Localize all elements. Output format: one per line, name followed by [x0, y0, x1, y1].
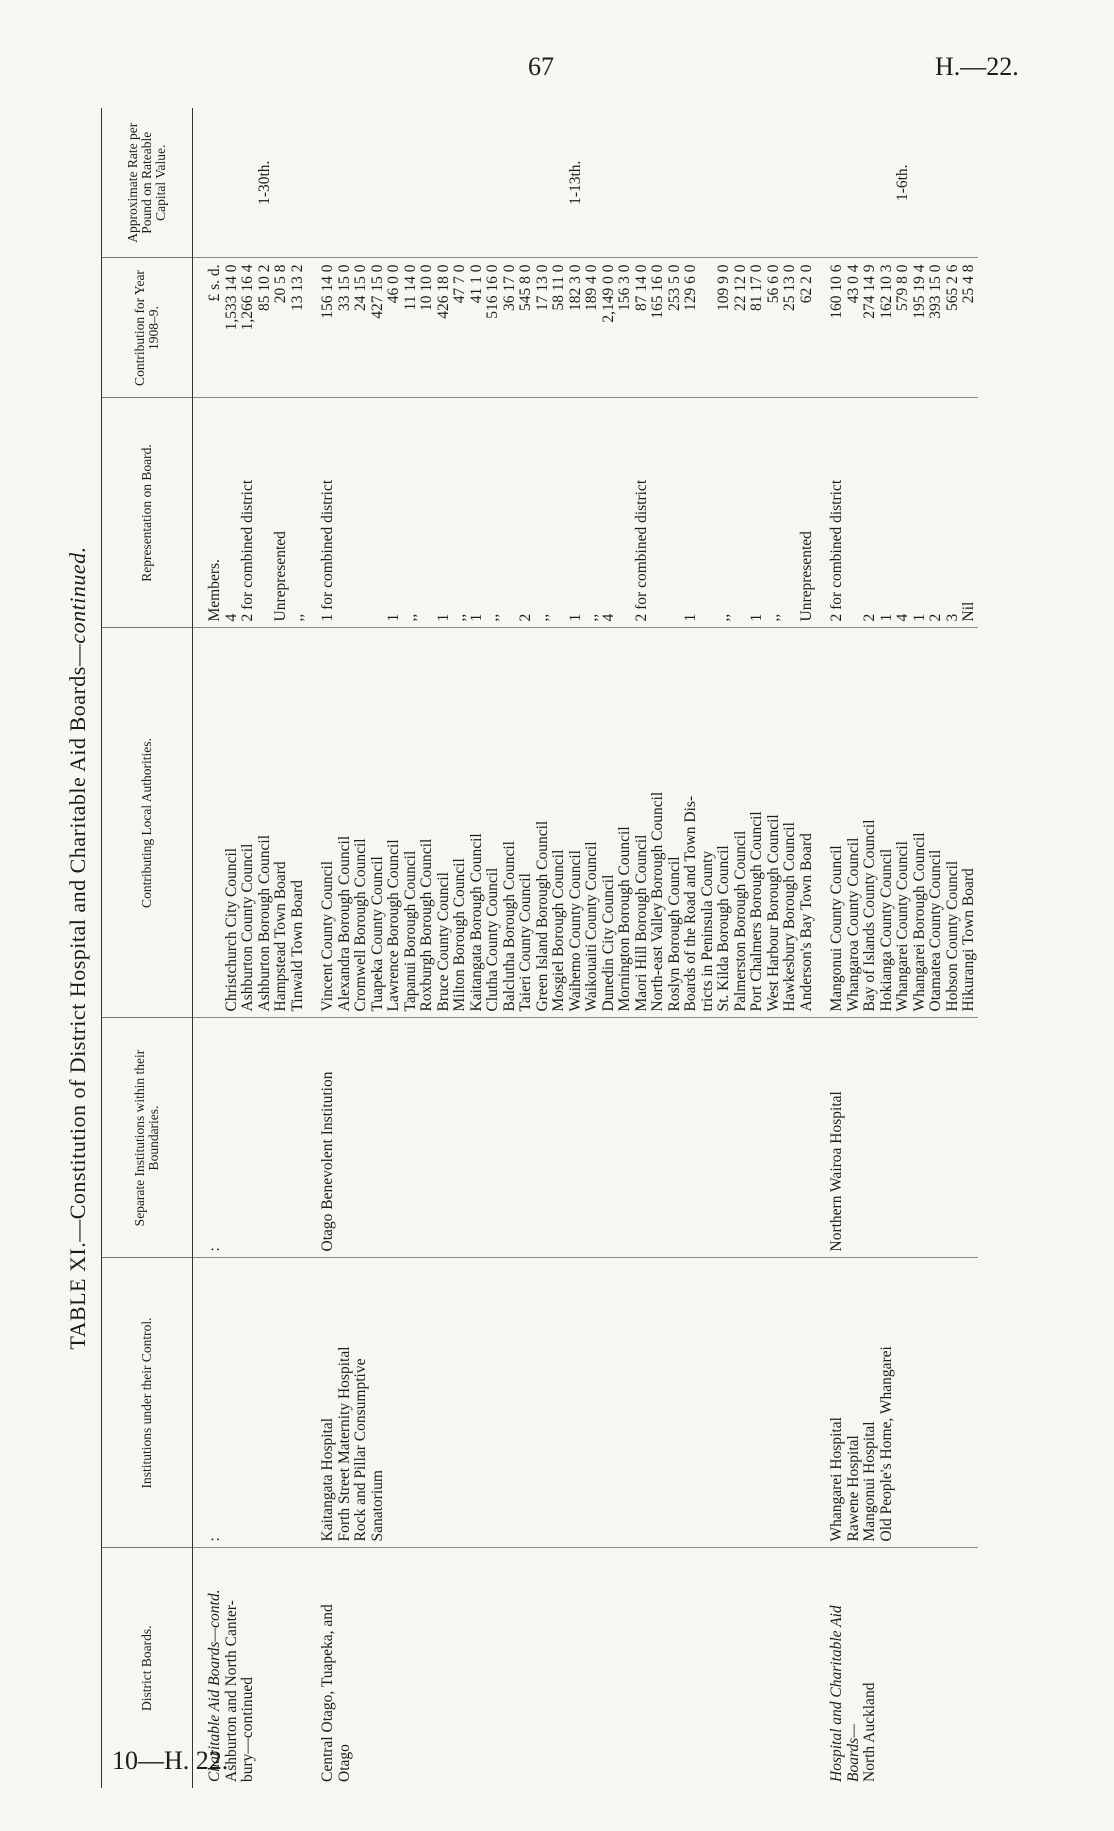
representation-value: 1	[682, 613, 699, 622]
representation-value: 1 for combined district	[319, 479, 336, 622]
authority-name: Kaitangata Borough Council	[467, 833, 485, 1012]
contribution-amount: 579 8 0	[894, 264, 911, 311]
representation-value: 2 for combined district	[239, 479, 256, 622]
contribution-amount: 565 2 6	[943, 264, 961, 311]
authority-name: Otamatea County Council	[927, 849, 944, 1012]
representation-value: ,,	[484, 613, 501, 622]
rotated-table-container	[65, 108, 1040, 1788]
header-representation: Representation on Board.	[102, 398, 193, 628]
contribution-amount: 545 8 0	[517, 264, 534, 311]
authority-name: Mosgiel Borough Council	[550, 849, 567, 1012]
representation-value	[370, 405, 387, 622]
page-footer: 10—H. 22.	[112, 1746, 229, 1775]
contribution-amount: 393 15 0	[927, 264, 944, 319]
amount-units-subheader: £ s. d.	[206, 264, 223, 302]
authority-name: Lawrence Borough Council	[385, 839, 402, 1012]
document-code: H.—22.	[935, 52, 1019, 81]
authority-spacer	[207, 635, 224, 1012]
representation-value	[257, 405, 274, 622]
authority-name: Boards of the Road and Town Dis-	[682, 795, 699, 1012]
contribution-amount: 62 2 0	[797, 264, 815, 304]
authority-name: Milton Borough Council	[451, 858, 468, 1012]
contribution-amount: 160 10 6	[828, 264, 845, 319]
contribution-amount: 20 5 8	[272, 264, 289, 304]
authority-name: Port Chalmers Borough Council	[748, 811, 765, 1012]
table-title	[65, 108, 91, 1788]
institutions-cell	[306, 1258, 815, 1548]
institution-name: Kaitangata Hospital	[319, 1417, 336, 1542]
representation-value: Nil	[960, 601, 977, 622]
authority-name: Bay of Islands County Council	[861, 819, 878, 1012]
representation-value: 4	[222, 613, 240, 622]
contribution-amount: 22 12 0	[731, 264, 749, 311]
header-separate: Separate Institutions within their Boundaries.	[102, 1018, 193, 1258]
authority-name: Vincent County Council	[319, 860, 336, 1012]
table-section-row	[306, 108, 815, 1788]
institution-name: Old People's Home, Whangarei	[877, 1346, 895, 1542]
authority-name: Mornington Borough Council	[616, 826, 633, 1012]
contribution-amount: 1,266 16 4	[239, 264, 256, 331]
district-cell	[306, 1548, 815, 1788]
representation-value: ,,	[451, 613, 468, 622]
representation-value: 1	[566, 613, 584, 622]
separate-institution-name: Otago Benevolent Institution	[319, 1071, 336, 1252]
representation-value	[650, 405, 667, 622]
authority-name: Maori Hill Borough Council	[632, 834, 650, 1012]
institutions-cell	[193, 1258, 307, 1548]
authority-name: Whangaroa County Council	[844, 837, 862, 1012]
contribution-cell	[815, 258, 978, 398]
representation-value: 3	[943, 613, 961, 622]
authority-name: Tinwald Town Board	[288, 879, 306, 1012]
contribution-cell	[306, 258, 815, 398]
authority-name: Bruce County Council	[434, 872, 452, 1012]
representation-value	[502, 405, 519, 622]
rate-value: 1-6th.	[894, 164, 911, 202]
authority-name: Christchurch City Council	[222, 847, 240, 1012]
contribution-amount: 189 4 0	[583, 264, 600, 311]
authority-name: Hampstead Town Board	[272, 861, 289, 1012]
header-rate: Approximate Rate per Pound on Rateable Capital Value.	[102, 108, 193, 258]
contribution-amount: 17 13 0	[533, 264, 551, 311]
contribution-amount: 156 3 0	[616, 264, 633, 311]
representation-value: ,,	[764, 613, 782, 622]
contribution-amount: 162 10 3	[877, 264, 895, 319]
rate-cell	[815, 108, 978, 258]
authorities-cell	[815, 628, 978, 1018]
page-number: 67	[528, 52, 554, 81]
representation-value	[337, 405, 354, 622]
authority-name: Green Island Borough Council	[533, 820, 551, 1012]
representation-value	[846, 405, 863, 622]
table-section-row	[815, 108, 978, 1788]
authority-name: Alexandra Borough Council	[335, 835, 353, 1012]
contribution-amount: 56 6 0	[764, 264, 782, 304]
representation-value: ,,	[583, 613, 600, 622]
representation-value: ,,	[715, 613, 732, 622]
contribution-amount: 129 6 0	[682, 264, 699, 311]
authority-name: St. Kilda Borough Council	[715, 845, 732, 1012]
district-name: bury—continued	[239, 1676, 256, 1782]
contribution-amount: 165 16 0	[649, 264, 666, 319]
rate-cell	[193, 108, 307, 258]
representation-value	[551, 405, 568, 622]
header-contribution: Contribution for Year 1908–9.	[102, 258, 193, 398]
header-institutions: Institutions under their Control.	[102, 1258, 193, 1548]
header-authorities: Contributing Local Authorities.	[102, 628, 193, 1018]
representation-value: 4	[894, 613, 911, 622]
representation-value: 1	[748, 613, 765, 622]
representation-value	[419, 405, 436, 622]
representation-cell	[193, 398, 307, 628]
district-name: Charitable Aid Boards—contd.	[206, 1589, 223, 1782]
authority-name: Hobson County Council	[943, 860, 961, 1012]
institution-name: Sanatorium	[368, 1470, 386, 1542]
authority-name: Ashburton County Council	[239, 843, 256, 1012]
authority-name: Hokianga County Council	[877, 848, 895, 1012]
constitution-table	[101, 108, 978, 1788]
district-name: Ashburton and North Canter-	[222, 1600, 240, 1782]
representation-value: 1	[877, 613, 895, 622]
representation-value: ,,	[288, 613, 306, 622]
separate-institutions-cell	[815, 1018, 978, 1258]
rate-cell	[306, 108, 815, 258]
representation-value: 2	[861, 613, 878, 622]
separate-institutions-cell	[306, 1018, 815, 1258]
contribution-amount: 33 15 0	[335, 264, 353, 311]
contribution-amount: 36 17 0	[500, 264, 518, 311]
authority-name: Balclutha Borough Council	[500, 841, 518, 1012]
authority-name: Tapanui Borough Council	[401, 850, 419, 1012]
representation-value	[667, 405, 684, 622]
representation-value: 2	[927, 613, 944, 622]
representation-value: 2 for combined district	[632, 479, 650, 622]
representation-value: ,,	[533, 613, 551, 622]
contribution-amount: 41 1 0	[467, 264, 485, 304]
representation-value: 2	[517, 613, 534, 622]
representation-value: 2 for combined district	[828, 479, 845, 622]
representation-value: 1	[910, 613, 928, 622]
separate-institutions-cell	[193, 1018, 307, 1258]
table-title-continued: continued.	[65, 546, 90, 644]
representation-value: Unrepresented	[272, 531, 289, 622]
representation-value	[782, 405, 799, 622]
district-cell	[815, 1548, 978, 1788]
representation-value	[353, 405, 370, 622]
rate-value: 1-30th.	[255, 160, 273, 205]
table-title-main: TABLE XI.—Constitution of District Hospital and Charitable Aid Boards—	[65, 643, 90, 1350]
contribution-amount: 195 19 4	[910, 264, 928, 319]
contribution-amount: 43 0 4	[844, 264, 862, 304]
contribution-amount: 13 13 2	[288, 264, 306, 311]
district-name: Boards—	[844, 1724, 862, 1782]
rate-value: 1-13th.	[566, 160, 584, 205]
district-name: Hospital and Charitable Aid	[828, 1605, 845, 1782]
district-cell	[193, 1548, 307, 1788]
authority-name: Dunedin City Council	[599, 874, 617, 1012]
representation-value: 1	[434, 613, 452, 622]
representation-cell	[306, 398, 815, 628]
authority-name: Whangarei Borough Council	[910, 832, 928, 1012]
contribution-amount: 426 18 0	[434, 264, 452, 319]
authority-name: Mangonui County Council	[828, 845, 845, 1012]
contribution-amount: 47 7 0	[451, 264, 468, 304]
contribution-amount: 11 14 0	[401, 264, 419, 311]
authority-name: North-east Valley Borough Council	[649, 791, 666, 1012]
authority-name: Roslyn Borough Council	[665, 856, 683, 1012]
contribution-amount	[700, 265, 717, 392]
contribution-amount: 46 0 0	[385, 264, 402, 304]
authority-name: Roxburgh Borough Council	[418, 838, 435, 1012]
authority-name: Anderson's Bay Town Board	[797, 833, 815, 1012]
representation-value	[733, 405, 750, 622]
table-section-row	[193, 108, 307, 1788]
separate-institution-name: :	[206, 1247, 223, 1252]
representation-value: ,,	[401, 613, 419, 622]
institution-name: Mangonui Hospital	[861, 1421, 878, 1542]
authority-name: Ashburton Borough Council	[255, 834, 273, 1012]
representation-value: 4	[599, 613, 617, 622]
authority-name: tricts in Peninsula County	[698, 850, 716, 1012]
representation-value: 1	[385, 613, 402, 622]
authority-name: Tuapeka County Council	[368, 856, 386, 1012]
authority-name: Cromwell Borough Council	[352, 838, 369, 1012]
institution-name: Rawene Hospital	[844, 1435, 862, 1542]
contribution-amount: 81 17 0	[748, 264, 765, 311]
institution-name: Forth Street Maternity Hospital	[335, 1346, 353, 1542]
contribution-amount: 109 9 0	[715, 264, 732, 311]
contribution-amount: 25 13 0	[781, 264, 798, 311]
members-subheader: Members.	[206, 559, 223, 622]
representation-value: Unrepresented	[797, 531, 815, 622]
contribution-cell	[193, 258, 307, 398]
authority-name: Palmerston Borough Council	[731, 830, 749, 1012]
table-header-row	[102, 108, 193, 1788]
authorities-cell	[193, 628, 307, 1018]
authority-name: Waihemo County Council	[566, 850, 584, 1012]
contribution-amount: 253 5 0	[665, 264, 683, 311]
institution-name: :	[206, 1537, 223, 1542]
contribution-amount: 516 16 0	[484, 264, 501, 319]
contribution-amount: 24 15 0	[352, 264, 369, 311]
representation-value: 1	[467, 613, 485, 622]
institution-name: Whangarei Hospital	[828, 1417, 845, 1542]
authority-name: Waikouaiti County Council	[583, 841, 600, 1012]
institution-name: Rock and Pillar Consumptive	[352, 1358, 369, 1542]
representation-cell	[815, 398, 978, 628]
contribution-amount: 274 14 9	[861, 264, 878, 319]
district-name: North Auckland	[861, 1682, 878, 1782]
authority-name: Taieri County Council	[517, 873, 534, 1012]
contribution-amount: 1,533 14 0	[222, 264, 240, 331]
authority-name: West Harbour Borough Council	[764, 814, 782, 1012]
contribution-amount: 85 10 2	[255, 264, 273, 311]
authority-name: Clutha County Council	[484, 867, 501, 1012]
contribution-amount: 2,149 0 0	[599, 264, 617, 323]
authorities-cell	[306, 628, 815, 1018]
contribution-amount: 427 15 0	[368, 264, 386, 319]
authority-name: Hikurangi Town Board	[960, 868, 977, 1012]
contribution-amount: 25 4 8	[960, 264, 977, 304]
authority-name: Hawkesbury Borough Council	[781, 822, 798, 1012]
contribution-amount: 58 11 0	[550, 264, 567, 311]
district-name: Central Otago, Tuapeka, and	[319, 1604, 336, 1782]
contribution-amount: 156 14 0	[319, 264, 336, 319]
table-body	[193, 108, 978, 1788]
district-name: Otago	[335, 1744, 353, 1782]
authority-name: Whangarei County Council	[894, 841, 911, 1012]
representation-value	[617, 405, 634, 622]
contribution-amount: 182 3 0	[566, 264, 584, 311]
institutions-cell	[815, 1258, 978, 1548]
contribution-amount: 10 10 0	[418, 264, 435, 311]
separate-institution-name: Northern Wairoa Hospital	[828, 1091, 845, 1252]
contribution-amount: 87 14 0	[632, 264, 650, 311]
header-district: District Boards.	[102, 1548, 193, 1788]
representation-value	[700, 405, 717, 622]
